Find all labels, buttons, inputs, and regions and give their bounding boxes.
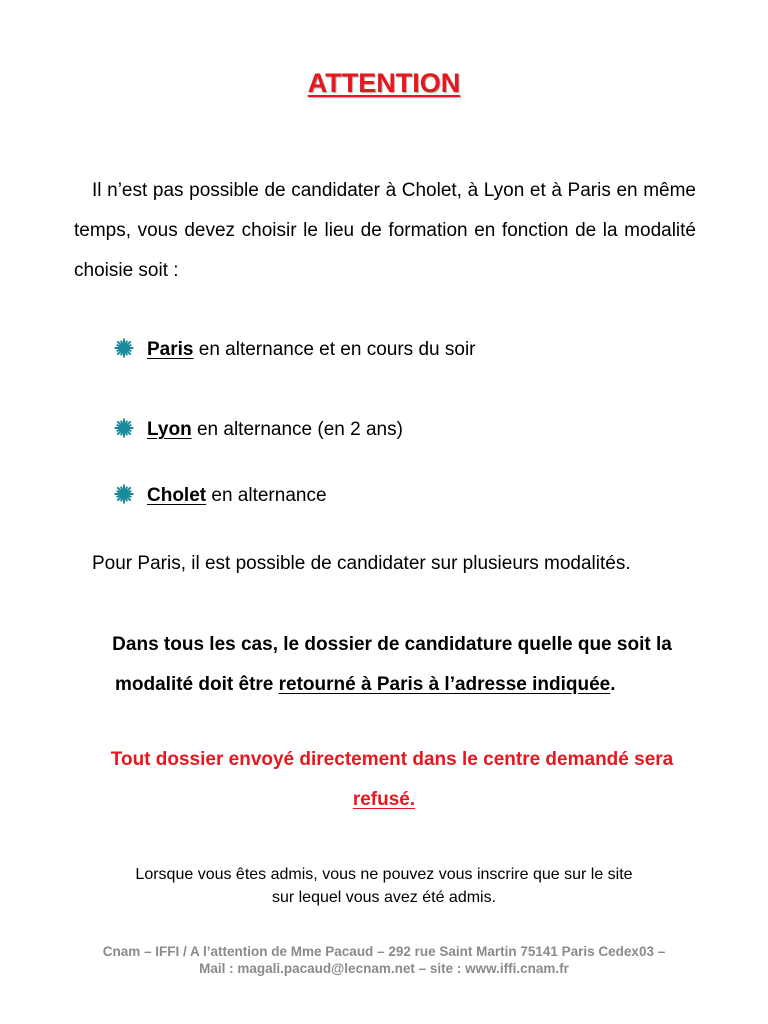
admission-line-1: Lorsque vous êtes admis, vous ne pouvez vous inscrire que sur le site [135,866,633,883]
notice-underlined: retourné à Paris à l’adresse indiquée [278,674,611,695]
option-detail: en alternance et en cours du soir [193,339,476,360]
paris-note: Pour Paris, il est possible de candidater sur plusieurs modalités. [92,553,631,574]
notice-suffix: . [610,674,616,695]
intro-text: Il n’est pas possible de candidater à Cholet, à Lyon et à Paris en même temps, vous devez choisir le lieu de formation en fonction de la modalité choisie soit : [74,180,696,281]
footer-address: Cnam – IFFI / A l’attention de Mme Pacaud – 292 rue Saint Martin 75141 Paris Cedex03 – [102,944,666,959]
option-city: Lyon [147,419,192,440]
notice-prefix: modalité doit être [115,674,279,695]
starburst-bullet-icon [114,338,134,358]
notice-line-2 [115,673,735,697]
notice-line-1: Dans tous les cas, le dossier de candidature quelle que soit la [112,634,672,655]
warning-line-1: Tout dossier envoyé directement dans le centre demandé sera [110,749,674,770]
option-lyon [114,418,403,442]
option-paris [114,338,476,362]
option-detail: en alternance (en 2 ans) [191,419,403,440]
option-detail: en alternance [206,485,327,506]
admission-line-2: sur lequel vous avez été admis. [271,889,497,906]
warning-line-2: refusé. [352,789,416,810]
option-cholet [114,484,327,508]
option-city: Cholet [147,485,207,506]
starburst-bullet-icon [114,484,134,504]
page-title: ATTENTION [307,68,461,98]
footer [0,943,768,977]
footer-contact: Mail : magali.pacaud@lecnam.net – site : www.iffi.cnam.fr [199,961,569,976]
starburst-bullet-icon [114,418,134,438]
intro-paragraph [74,171,696,291]
option-city: Paris [147,339,194,360]
